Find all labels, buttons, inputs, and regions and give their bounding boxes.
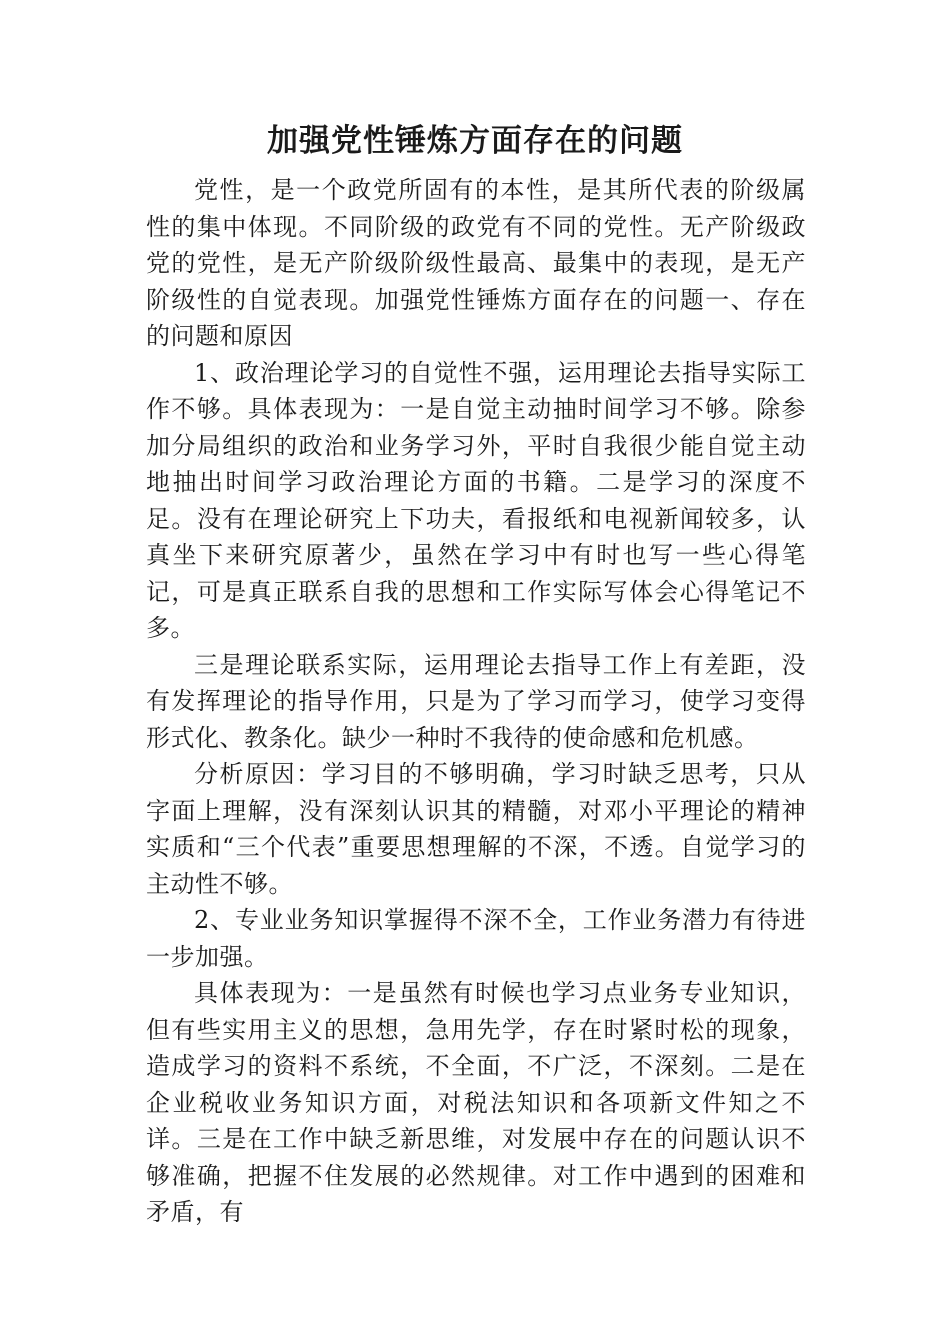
document-body [146, 172, 806, 1231]
paragraph-item-2-details: 具体表现为：一是虽然有时候也学习点业务专业知识，但有些实用主义的思想，急用先学，存在时紧时松的现象，造成学习的资料不系统，不全面，不广泛，不深刻。二是在企业税收业务知识方面，对税法知识和各项新文件知之不详。三是在工作中缺乏新思维，对发展中存在的问题认识不够准确，把握不住发展的必然规律。对工作中遇到的困难和矛盾，有 [146, 979, 806, 1226]
paragraph-intro: 党性，是一个政党所固有的本性，是其所代表的阶级属性的集中体现。不同阶级的政党有不同的党性。无产阶级政党的党性，是无产阶级阶级性最高、最集中的表现，是无产阶级性的自觉表现。加强党性锤炼方面存在的问题一、存在的问题和原因 [146, 176, 806, 350]
paragraph-item-1: 1、政治理论学习的自觉性不强，运用理论去指导实际工作不够。具体表现为：一是自觉主动抽时间学习不够。除参加分局组织的政治和业务学习外，平时自我很少能自觉主动地抽出时间学习政治理论方面的书籍。二是学习的深度不足。没有在理论研究上下功夫，看报纸和电视新闻较多，认真坐下来研究原著少，虽然在学习中有时也写一些心得笔记，可是真正联系自我的思想和工作实际写体会心得笔记不多。 [146, 358, 806, 642]
paragraph-item-1-point-3: 三是理论联系实际，运用理论去指导工作上有差距，没有发挥理论的指导作用，只是为了学习而学习，使学习变得形式化、教条化。缺少一种时不我待的使命感和危机感。 [146, 650, 806, 752]
document-title: 加强党性锤炼方面存在的问题 [267, 123, 683, 159]
paragraph-cause-analysis: 分析原因：学习目的不够明确，学习时缺乏思考，只从字面上理解，没有深刻认识其的精髓，对邓小平理论的精神实质和“三个代表”重要思想理解的不深，不透。自觉学习的主动性不够。 [146, 760, 806, 898]
paragraph-item-2: 2、专业业务知识掌握得不深不全，工作业务潜力有待进一步加强。 [146, 906, 806, 971]
